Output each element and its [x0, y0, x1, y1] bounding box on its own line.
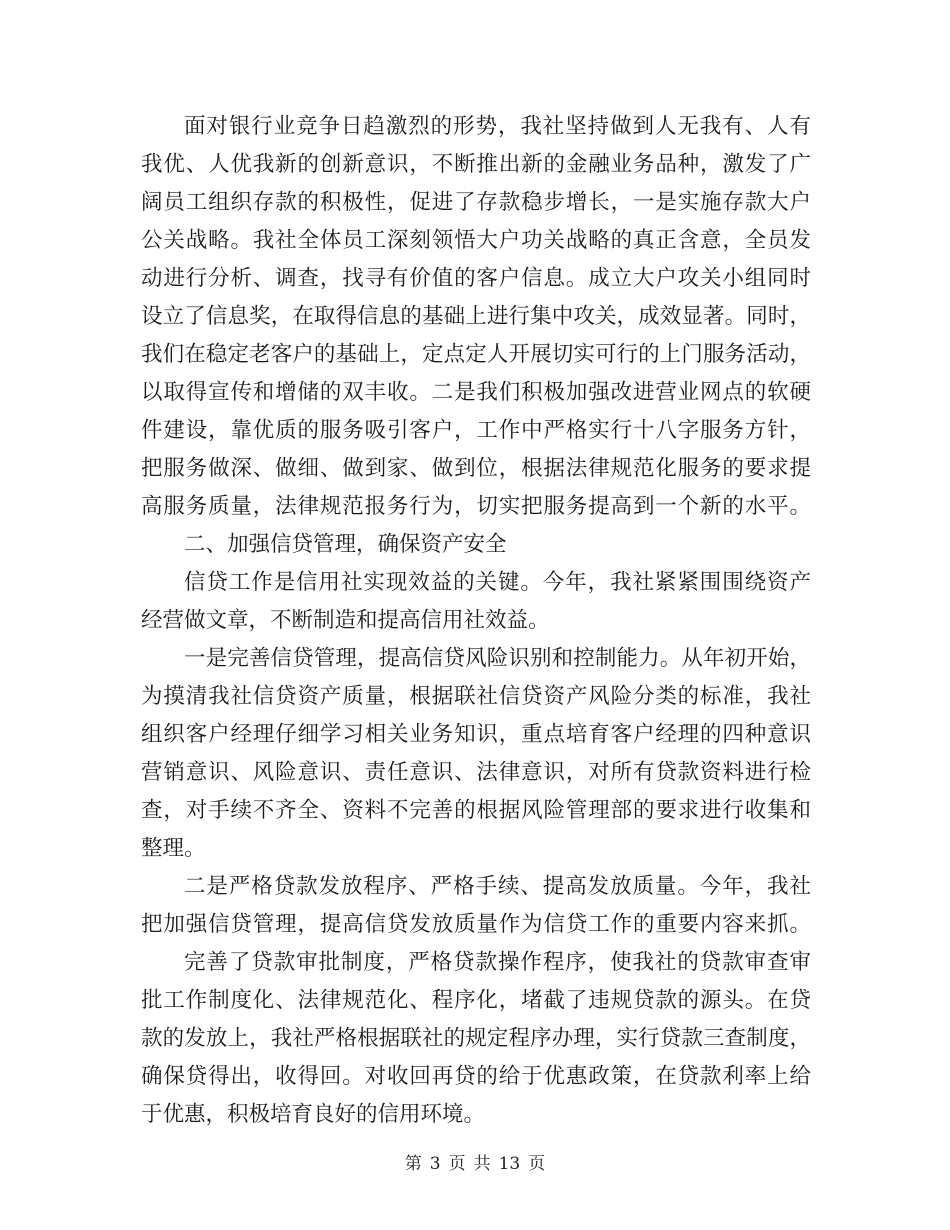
- text-line: 我优、人优我新的创新意识，不断推出新的金融业务品种，激发了广: [141, 152, 811, 177]
- footer-total-prefix: 共: [473, 1154, 491, 1174]
- text-line: 于优惠，积极培育良好的信用环境。: [141, 1102, 486, 1127]
- text-line: 确保贷得出，收得回。对收回再贷的给于优惠政策，在贷款利率上给: [141, 1064, 811, 1089]
- text-line: 组织客户经理仔细学习相关业务知识，重点培育客户经理的四种意识: [141, 722, 811, 747]
- page-footer: [0, 1152, 950, 1176]
- text-line: 二是严格贷款发放程序、严格手续、提高发放质量。今年，我社: [184, 874, 811, 899]
- text-line: 查，对手续不齐全、资料不完善的根据风险管理部的要求进行收集和: [141, 798, 811, 823]
- text-line: 一是完善信贷管理，提高信贷风险识别和控制能力。从年初开始，: [184, 646, 811, 671]
- text-line: 信贷工作是信用社实现效益的关键。今年，我社紧紧围围绕资产: [184, 570, 811, 595]
- text-line: 阔员工组织存款的积极性，促进了存款稳步增长，一是实施存款大户: [141, 190, 811, 215]
- text-line: 完善了贷款审批制度，严格贷款操作程序，使我社的贷款审查审: [184, 950, 811, 975]
- footer-total-pages: 13: [498, 1154, 521, 1174]
- document-body: [141, 108, 811, 1134]
- text-line: 设立了信息奖，在取得信息的基础上进行集中攻关，成效显著。同时，: [141, 304, 811, 329]
- text-line: 面对银行业竞争日趋激烈的形势，我社坚持做到人无我有、人有: [184, 114, 811, 139]
- section-heading: 二、加强信贷管理，确保资产安全: [184, 532, 507, 557]
- text-line: 以取得宣传和增储的双丰收。二是我们积极加强改进营业网点的软硬: [141, 380, 811, 405]
- text-line: 我们在稳定老客户的基础上，定点定人开展切实可行的上门服务活动，: [141, 342, 811, 367]
- text-line: 动进行分析、调查，找寻有价值的客户信息。成立大户攻关小组同时: [141, 266, 811, 291]
- text-line: 整理。: [141, 836, 206, 861]
- text-line: 经营做文章，不断制造和提高信用社效益。: [141, 608, 550, 633]
- text-line: 批工作制度化、法律规范化、程序化，堵截了违规贷款的源头。在贷: [141, 988, 811, 1013]
- footer-page-word: 页: [448, 1154, 466, 1174]
- text-line: 把加强信贷管理，提高信贷发放质量作为信贷工作的重要内容来抓。: [141, 912, 811, 937]
- text-line: 公关战略。我社全体员工深刻领悟大户功关战略的真正含意，全员发: [141, 228, 811, 253]
- footer-total-suffix: 页: [528, 1154, 546, 1174]
- text-line: 把服务做深、做细、做到家、做到位，根据法律规范化服务的要求提: [141, 456, 811, 481]
- footer-current-page: 3: [429, 1154, 441, 1174]
- footer-page-prefix: 第: [404, 1154, 422, 1174]
- text-line: 营销意识、风险意识、责任意识、法律意识，对所有贷款资料进行检: [141, 760, 811, 785]
- text-line: 件建设，靠优质的服务吸引客户，工作中严格实行十八字服务方针，: [141, 418, 811, 443]
- text-line: 高服务质量，法律规范报务行为，切实把服务提高到一个新的水平。: [141, 494, 811, 519]
- text-line: 款的发放上，我社严格根据联社的规定程序办理，实行贷款三查制度，: [141, 1026, 811, 1051]
- text-line: 为摸清我社信贷资产质量，根据联社信贷资产风险分类的标准，我社: [141, 684, 811, 709]
